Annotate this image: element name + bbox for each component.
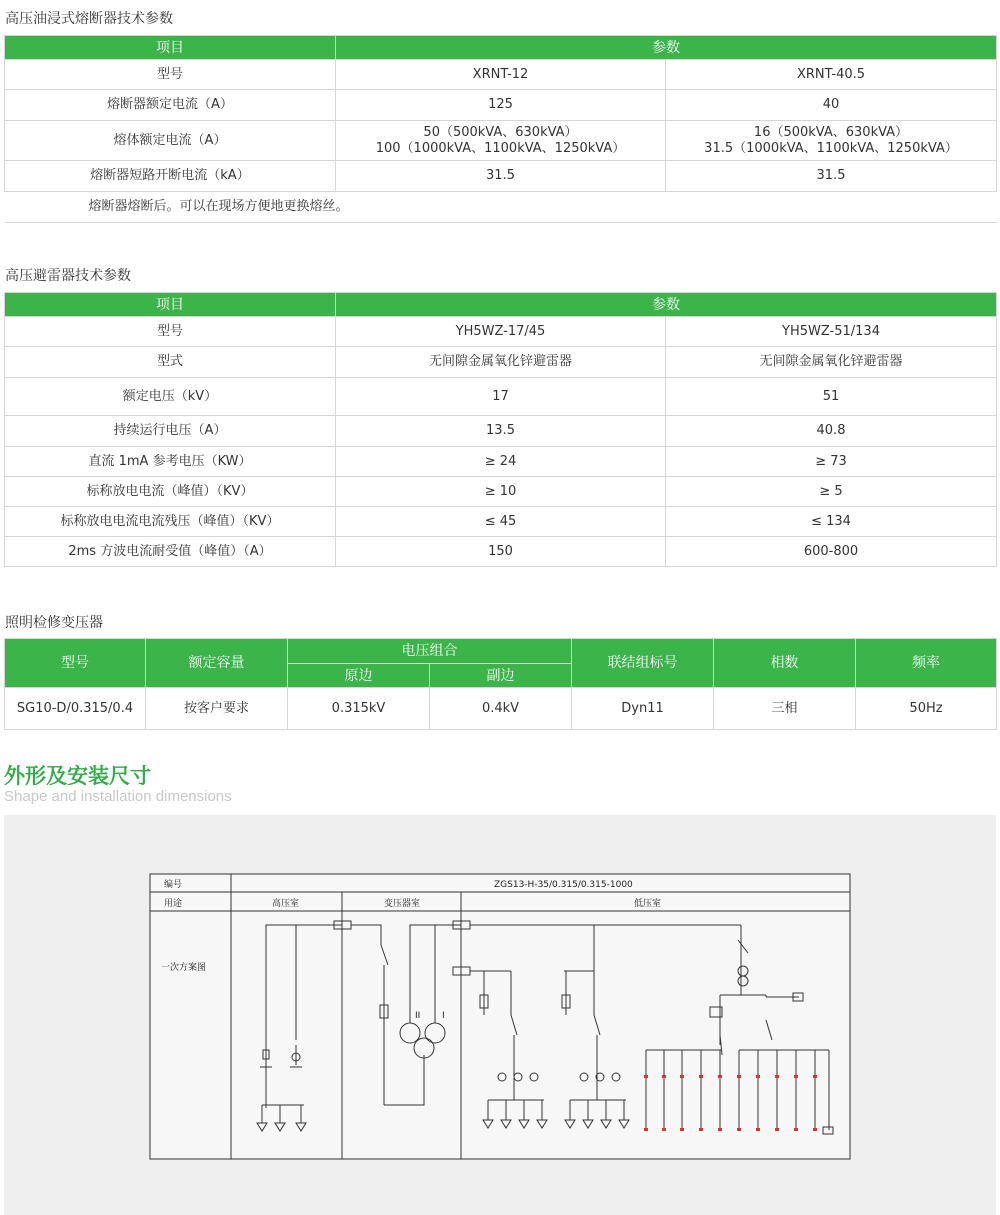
row-value: 17: [336, 378, 666, 416]
lbl-scheme: 一次方案图: [161, 963, 207, 973]
cell-group: Dyn11: [572, 688, 714, 730]
table-row: [5, 416, 997, 447]
table-row: [5, 60, 997, 90]
diagram-frame: [150, 874, 850, 1159]
fuse-section-title: 高压油浸式熔断器技术参数: [5, 11, 173, 27]
table-row: [5, 192, 997, 223]
row-value: ≥ 10: [336, 477, 666, 507]
row-value: ≥ 73: [666, 447, 997, 477]
row-value: 125: [336, 90, 666, 121]
room-hv: 高压室: [272, 899, 300, 909]
th-group: 联结组标号: [572, 639, 714, 688]
cell-freq: 50Hz: [856, 688, 997, 730]
table-row: [5, 688, 997, 730]
row-label: 熔体额定电流（A）: [5, 121, 336, 161]
row-value: 31.5: [336, 161, 666, 192]
row-value: 无间隙金属氧化锌避雷器: [666, 347, 997, 378]
row-label: 标称放电电流电流残压（峰值）（KV）: [5, 507, 336, 537]
arrester-head-param: 参数: [336, 293, 997, 317]
th-primary: 原边: [288, 664, 430, 688]
code-value: ZGS13-H-35/0.315/0.315-1000: [494, 880, 633, 890]
cell-capacity: 按客户要求: [146, 688, 288, 730]
transformer-section-title: 照明检修变压器: [5, 615, 103, 631]
row-value: XRNT-40.5: [666, 60, 997, 90]
row-value: [666, 121, 997, 161]
row-value: 31.5: [666, 161, 997, 192]
fuse-head-param: 参数: [336, 36, 997, 60]
row-value: YH5WZ-51/134: [666, 317, 997, 347]
row-label: 直流 1mA 参考电压（KW）: [5, 447, 336, 477]
th-capacity: 额定容量: [146, 639, 288, 688]
row-value: YH5WZ-17/45: [336, 317, 666, 347]
table-row: [5, 378, 997, 416]
row-value: 600-800: [666, 537, 997, 567]
table-row: [5, 317, 997, 347]
winding-2: II: [415, 1011, 421, 1021]
row-label: 标称放电电流（峰值）（KV）: [5, 477, 336, 507]
lbl-use: 用途: [164, 899, 183, 909]
row-label: 型式: [5, 347, 336, 378]
row-value: 51: [666, 378, 997, 416]
row-value: 40: [666, 90, 997, 121]
row-label: 熔断器短路开断电流（kA）: [5, 161, 336, 192]
cell-primary: 0.315kV: [288, 688, 430, 730]
row-label: 型号: [5, 60, 336, 90]
fuse-note: 熔断器熔断后。可以在现场方便地更换熔丝。: [5, 192, 997, 223]
row-value: ≤ 134: [666, 507, 997, 537]
transformer-spec-table: [4, 638, 997, 730]
value-line: 50（500kVA、630kVA）: [423, 124, 578, 140]
cell-model: SG10-D/0.315/0.4: [5, 688, 146, 730]
cell-secondary: 0.4kV: [430, 688, 572, 730]
table-row: [5, 90, 997, 121]
row-value: ≥ 5: [666, 477, 997, 507]
table-row: [5, 161, 997, 192]
row-value: 150: [336, 537, 666, 567]
row-value: 13.5: [336, 416, 666, 447]
table-row: [5, 537, 997, 567]
row-label: 2ms 方波电流耐受值（峰值）（A）: [5, 537, 336, 567]
row-value: [336, 121, 666, 161]
row-value: 40.8: [666, 416, 997, 447]
wiring-diagram-panel: [4, 815, 996, 1215]
th-phase: 相数: [714, 639, 856, 688]
th-voltage: 电压组合: [288, 639, 572, 664]
table-row: [5, 477, 997, 507]
value-line: 16（500kVA、630kVA）: [753, 124, 909, 140]
fuse-head-item: 项目: [5, 36, 336, 60]
room-lv: 低压室: [634, 899, 662, 909]
fuse-spec-table: [4, 35, 997, 223]
row-value: XRNT-12: [336, 60, 666, 90]
arrester-section-title: 高压避雷器技术参数: [5, 268, 131, 284]
dimensions-subtitle: Shape and installation dimensions: [4, 788, 232, 805]
th-freq: 频率: [856, 639, 997, 688]
value-line: 100（1000kVA、1100kVA、1250kVA）: [375, 140, 626, 156]
winding-1: I: [442, 1011, 445, 1021]
table-row: [5, 347, 997, 378]
th-secondary: 副边: [430, 664, 572, 688]
arrester-head-item: 项目: [5, 293, 336, 317]
row-value: 无间隙金属氧化锌避雷器: [336, 347, 666, 378]
row-label: 型号: [5, 317, 336, 347]
arrester-spec-table: [4, 292, 997, 567]
row-value: ≥ 24: [336, 447, 666, 477]
row-label: 额定电压（kV）: [5, 378, 336, 416]
row-label: 持续运行电压（A）: [5, 416, 336, 447]
lbl-code: 编号: [164, 880, 183, 890]
table-row: [5, 447, 997, 477]
cell-phase: 三相: [714, 688, 856, 730]
value-line: 31.5（1000kVA、1100kVA、1250kVA）: [704, 140, 958, 156]
dimensions-title: 外形及安装尺寸: [4, 764, 151, 788]
table-row: [5, 121, 997, 161]
table-row: [5, 507, 997, 537]
room-tr: 变压器室: [384, 899, 421, 909]
row-label: 熔断器额定电流（A）: [5, 90, 336, 121]
th-model: 型号: [5, 639, 146, 688]
wiring-diagram: [4, 815, 996, 1215]
row-value: ≤ 45: [336, 507, 666, 537]
